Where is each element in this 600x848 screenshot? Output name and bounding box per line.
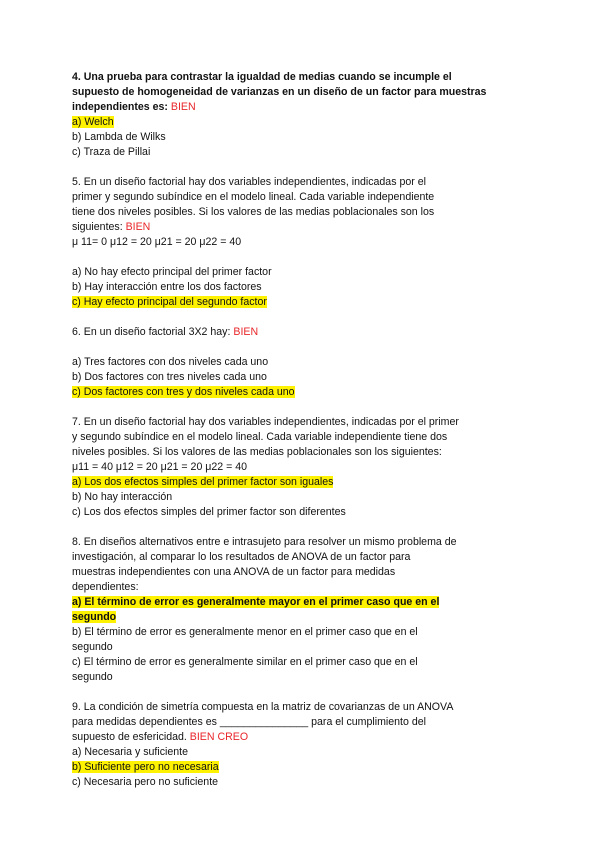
question-4-line-3: independientes es: <box>72 101 168 113</box>
question-7-line-1: 7. En un diseño factorial hay dos variables independientes, indicadas por el primer <box>72 416 459 428</box>
question-8-line-3: muestras independientes con una ANOVA de un factor para medidas <box>72 566 396 578</box>
question-6 <box>72 325 492 400</box>
question-8-line-1: 8. En diseños alternativos entre e intrasujeto para resolver un mismo problema de <box>72 536 457 548</box>
question-5-line-3: tiene dos niveles posibles. Si los valores de las medias poblacionales son los <box>72 206 435 218</box>
question-4-line-2: supuesto de homogeneidad de varianzas en un diseño de un factor para muestras <box>72 86 487 98</box>
question-6-option-a: a) Tres factores con dos niveles cada uno <box>72 356 269 368</box>
question-7-means: μ11 = 40 μ12 = 20 μ21 = 20 μ22 = 40 <box>72 461 248 473</box>
question-5-option-c: c) Hay efecto principal del segundo factor <box>72 296 267 308</box>
question-8-option-c-line-1: c) El término de error es generalmente similar en el primer caso que en el <box>72 656 418 668</box>
question-9-line-2: para medidas dependientes es _______________ para el cumplimiento del <box>72 716 426 728</box>
question-5-option-a: a) No hay efecto principal del primer factor <box>72 266 272 278</box>
question-5-line-2: primer y segundo subíndice en el modelo lineal. Cada variable independiente <box>72 191 435 203</box>
question-9-mark: BIEN CREO <box>189 731 249 743</box>
document-page <box>72 70 492 805</box>
question-9-option-a: a) Necesaria y suficiente <box>72 746 188 758</box>
question-6-stem: 6. En un diseño factorial 3X2 hay: <box>72 326 231 338</box>
question-9-option-c: c) Necesaria pero no suficiente <box>72 776 219 788</box>
question-4-option-a: a) Welch <box>72 116 114 128</box>
question-8-option-a-line-2: segundo <box>72 611 117 623</box>
question-4-line-1: 4. Una prueba para contrastar la igualdad de medias cuando se incumple el <box>72 71 452 83</box>
question-6-option-c: c) Dos factores con tres y dos niveles cada uno <box>72 386 295 398</box>
question-8-option-c-line-2: segundo <box>72 671 113 683</box>
question-5-line-1: 5. En un diseño factorial hay dos variables independientes, indicadas por el <box>72 176 426 188</box>
question-7-option-a: a) Los dos efectos simples del primer factor son iguales <box>72 476 334 488</box>
question-7-option-b: b) No hay interacción <box>72 491 173 503</box>
question-7-option-c: c) Los dos efectos simples del primer factor son diferentes <box>72 506 346 518</box>
question-8 <box>72 535 492 685</box>
question-7-line-2: y segundo subíndice en el modelo lineal. Cada variable independiente tiene dos <box>72 431 448 443</box>
question-6-option-b: b) Dos factores con tres niveles cada uno <box>72 371 267 383</box>
question-6-mark: BIEN <box>233 326 259 338</box>
question-9-option-b: b) Suficiente pero no necesaria <box>72 761 219 773</box>
question-8-line-4: dependientes: <box>72 581 139 593</box>
question-5-line-4: siguientes: <box>72 221 123 233</box>
question-5-means: μ 11= 0 μ12 = 20 μ21 = 20 μ22 = 40 <box>72 236 242 248</box>
question-4 <box>72 70 492 160</box>
question-9 <box>72 700 492 790</box>
question-5-mark: BIEN <box>125 221 151 233</box>
question-8-option-b-line-1: b) El término de error es generalmente menor en el primer caso que en el <box>72 626 418 638</box>
question-4-option-c: c) Traza de Pillai <box>72 146 151 158</box>
question-9-line-3: supuesto de esfericidad. <box>72 731 187 743</box>
question-7-line-3: niveles posibles. Si los valores de las medias poblacionales son los siguientes: <box>72 446 442 458</box>
question-4-option-b: b) Lambda de Wilks <box>72 131 166 143</box>
question-4-mark: BIEN <box>170 101 196 113</box>
question-8-option-a-line-1: a) El término de error es generalmente mayor en el primer caso que en el <box>72 596 440 608</box>
question-7 <box>72 415 492 520</box>
question-5-option-b: b) Hay interacción entre los dos factores <box>72 281 262 293</box>
question-8-option-b-line-2: segundo <box>72 641 113 653</box>
question-9-line-1: 9. La condición de simetría compuesta en la matriz de covarianzas de un ANOVA <box>72 701 454 713</box>
question-5 <box>72 175 492 310</box>
question-8-line-2: investigación, al comparar lo los resultados de ANOVA de un factor para <box>72 551 411 563</box>
